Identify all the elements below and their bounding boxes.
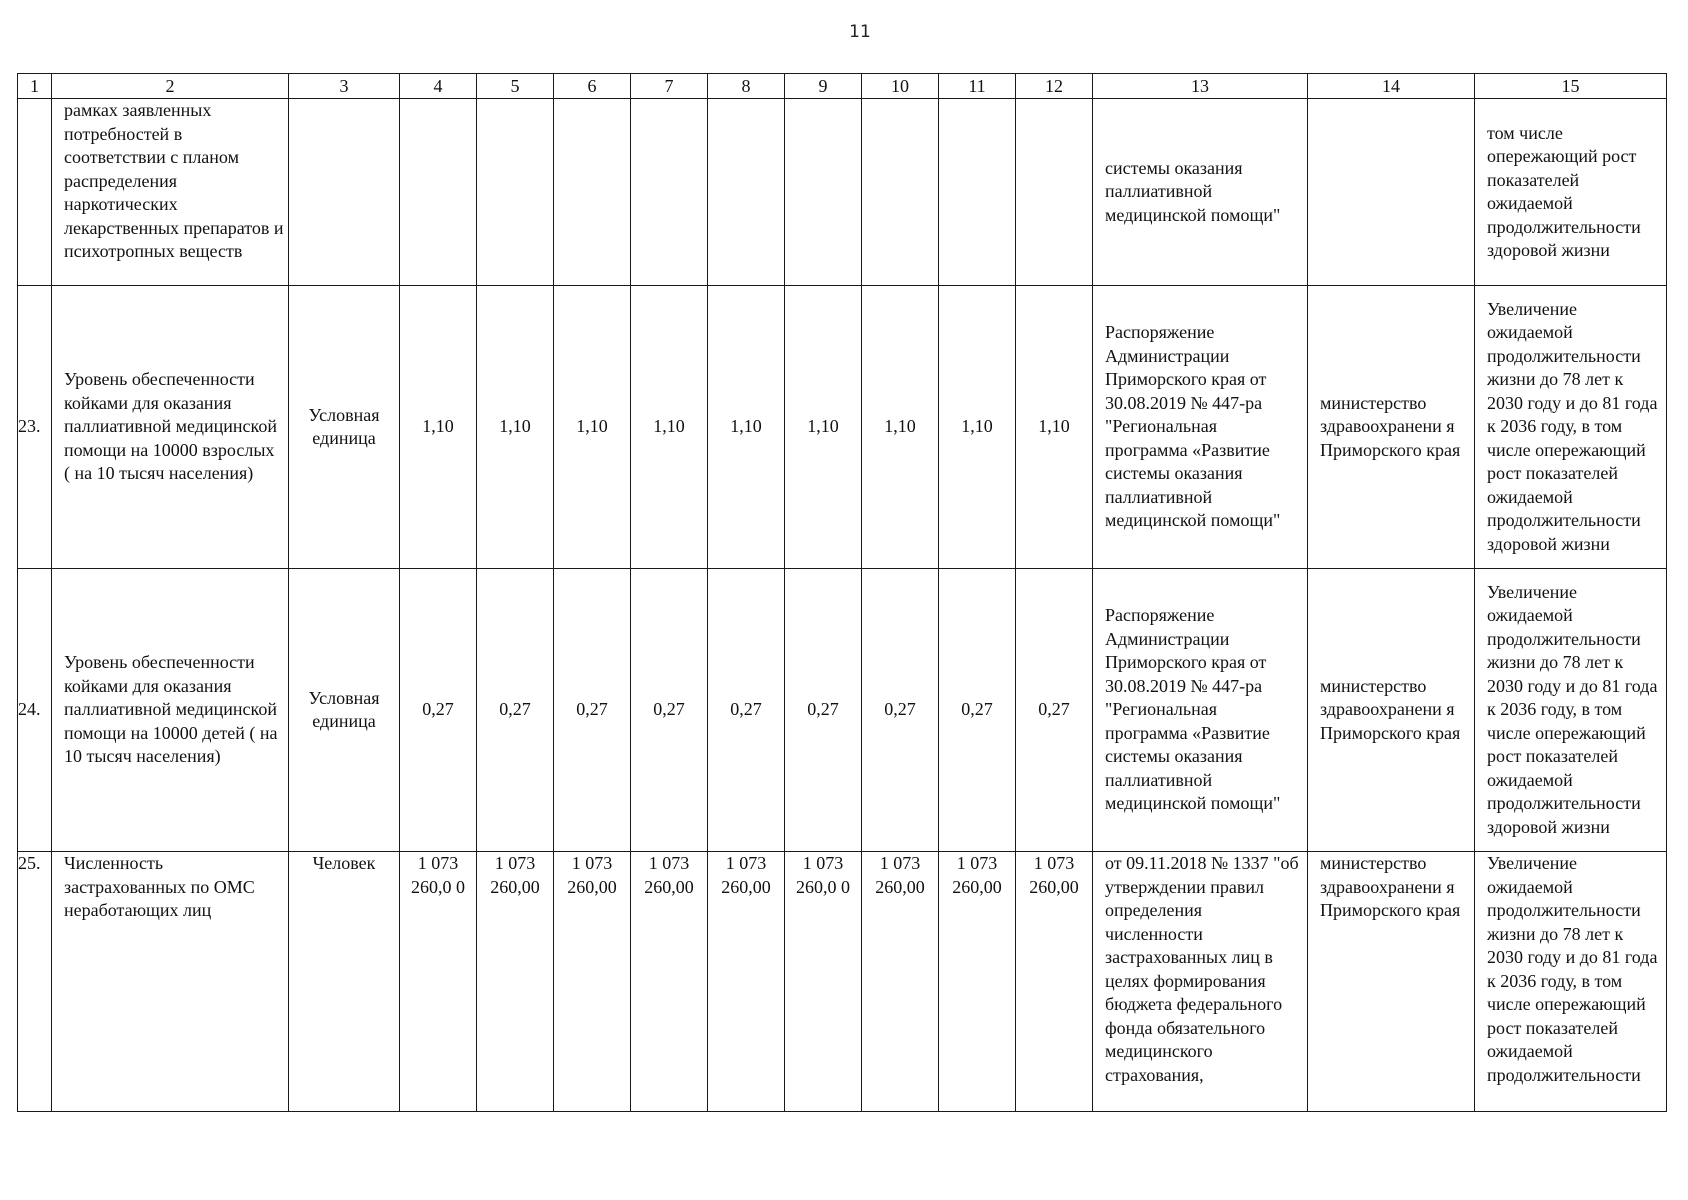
indicator-name: рамках заявленных потребностей в соответствии с планом распределения наркотических лекарственных препаратов и психотропных веществ (52, 99, 289, 286)
indicator-value: 1 073 260,00 (939, 852, 1016, 1112)
column-header: 14 (1308, 74, 1475, 99)
indicator-value: 0,27 (1016, 569, 1093, 852)
indicator-value: 1 073 260,00 (1016, 852, 1093, 1112)
responsible-body (1308, 99, 1475, 286)
indicator-value: 1,10 (785, 286, 862, 569)
indicator-value: 1 073 260,00 (477, 852, 554, 1112)
column-header: 1 (18, 74, 52, 99)
indicator-value: 0,27 (862, 569, 939, 852)
indicator-unit: Человек (289, 852, 400, 1112)
responsible-body: министерство здравоохранени я Приморского края (1308, 286, 1475, 569)
row-number (18, 99, 52, 286)
indicator-value: 1,10 (1016, 286, 1093, 569)
indicator-value (708, 99, 785, 286)
indicator-value: 1 073 260,00 (631, 852, 708, 1112)
row-number: 25. (18, 852, 52, 1112)
column-header: 4 (400, 74, 477, 99)
table-row (18, 569, 1667, 852)
column-header: 11 (939, 74, 1016, 99)
indicator-value (1016, 99, 1093, 286)
indicator-value (477, 99, 554, 286)
row-number: 23. (18, 286, 52, 569)
indicator-value (785, 99, 862, 286)
column-header: 13 (1093, 74, 1308, 99)
legal-basis: системы оказания паллиативной медицинской помощи" (1093, 99, 1308, 286)
indicator-value: 1,10 (631, 286, 708, 569)
indicator-value: 1 073 260,00 (862, 852, 939, 1112)
expected-result: Увеличение ожидаемой продолжительности жизни до 78 лет к 2030 году и до 81 года к 2036 году, в том числе опережающий рост показателей ожидаемой продолжительности здоровой жизни (1475, 569, 1667, 852)
indicator-value: 0,27 (554, 569, 631, 852)
expected-result: Увеличение ожидаемой продолжительности жизни до 78 лет к 2030 году и до 81 года к 2036 году, в том числе опережающий рост показателей ожидаемой продолжительности здоровой жизни (1475, 286, 1667, 569)
expected-result: Увеличение ожидаемой продолжительности жизни до 78 лет к 2030 году и до 81 года к 2036 году, в том числе опережающий рост показателей ожидаемой продолжительности (1475, 852, 1667, 1112)
indicator-value: 1 073 260,0 0 (400, 852, 477, 1112)
column-header: 10 (862, 74, 939, 99)
indicator-name: Уровень обеспеченности койками для оказания паллиативной медицинской помощи на 10000 взрослых ( на 10 тысяч населения) (52, 286, 289, 569)
indicator-value: 0,27 (631, 569, 708, 852)
indicator-value: 1,10 (554, 286, 631, 569)
expected-result: том числе опережающий рост показателей ожидаемой продолжительности здоровой жизни (1475, 99, 1667, 286)
page-number: 11 (849, 22, 871, 42)
column-header: 9 (785, 74, 862, 99)
table-row (18, 286, 1667, 569)
column-header: 6 (554, 74, 631, 99)
indicator-value: 1,10 (708, 286, 785, 569)
indicator-name: Численность застрахованных по ОМС неработающих лиц (52, 852, 289, 1112)
indicator-value: 0,27 (477, 569, 554, 852)
column-header: 7 (631, 74, 708, 99)
legal-basis: Распоряжение Администрации Приморского края от 30.08.2019 № 447-ра "Региональная программа «Развитие системы оказания паллиативной медицинской помощи" (1093, 569, 1308, 852)
indicator-value (631, 99, 708, 286)
row-number: 24. (18, 569, 52, 852)
indicator-value: 1,10 (939, 286, 1016, 569)
indicator-value: 0,27 (708, 569, 785, 852)
column-header: 15 (1475, 74, 1667, 99)
indicator-value: 1,10 (862, 286, 939, 569)
indicator-unit (289, 99, 400, 286)
indicator-value (554, 99, 631, 286)
indicator-value: 1,10 (400, 286, 477, 569)
table-row (18, 99, 1667, 286)
indicator-value (400, 99, 477, 286)
column-header: 12 (1016, 74, 1093, 99)
indicator-value: 1,10 (477, 286, 554, 569)
indicator-value: 1 073 260,0 0 (785, 852, 862, 1112)
responsible-body: министерство здравоохранени я Приморского края (1308, 852, 1475, 1112)
indicator-value (862, 99, 939, 286)
indicator-value (939, 99, 1016, 286)
column-number-row (18, 74, 1667, 99)
indicator-value: 1 073 260,00 (554, 852, 631, 1112)
column-header: 3 (289, 74, 400, 99)
column-header: 2 (52, 74, 289, 99)
indicator-value: 0,27 (939, 569, 1016, 852)
legal-basis: от 09.11.2018 № 1337 "об утверждении правил определения численности застрахованных лиц в целях формирования бюджета федерального фонда обязательного медицинского страхования, (1093, 852, 1308, 1112)
indicator-unit: Условная единица (289, 569, 400, 852)
indicator-value: 0,27 (785, 569, 862, 852)
indicators-table (17, 73, 1667, 1112)
indicator-value: 0,27 (400, 569, 477, 852)
indicator-name: Уровень обеспеченности койками для оказания паллиативной медицинской помощи на 10000 детей ( на 10 тысяч населения) (52, 569, 289, 852)
indicator-unit: Условная единица (289, 286, 400, 569)
column-header: 8 (708, 74, 785, 99)
column-header: 5 (477, 74, 554, 99)
indicator-value: 1 073 260,00 (708, 852, 785, 1112)
table-row (18, 852, 1667, 1112)
legal-basis: Распоряжение Администрации Приморского края от 30.08.2019 № 447-ра "Региональная программа «Развитие системы оказания паллиативной медицинской помощи" (1093, 286, 1308, 569)
responsible-body: министерство здравоохранени я Приморского края (1308, 569, 1475, 852)
